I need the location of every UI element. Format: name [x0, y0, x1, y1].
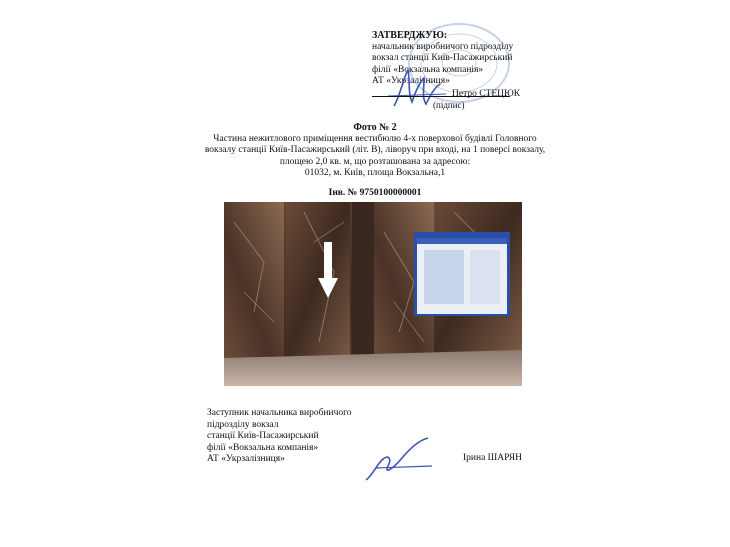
description-line: 01032, м. Київ, площа Вокзальна,1	[304, 168, 446, 178]
signer-signature	[362, 436, 436, 486]
signoff-block	[207, 408, 352, 466]
vestibule-photo	[224, 202, 522, 386]
signoff-line: АТ «Укрзалізниця»	[207, 454, 285, 464]
photo-illustration	[224, 202, 522, 386]
approval-heading: ЗАТВЕРДЖУЮ:	[372, 30, 448, 41]
approval-line: АТ «Укрзалізниця»	[372, 76, 450, 86]
approver-name: Петро СТЕЦЮК	[452, 89, 521, 99]
description-line: вокзалу станції Київ-Пасажирський (літ. В), ліворуч при вході, на 1 поверсі вокзалу,	[204, 145, 546, 155]
approval-line: філії «Вокзальна компанія»	[372, 64, 484, 75]
approval-line: начальник виробничого підрозділу	[372, 41, 514, 52]
description-line: площею 2,0 кв. м, що розташована за адресою:	[279, 156, 471, 167]
description-line: Частина нежитлового приміщення вестибюлю 4-х поверхової будівлі Головного	[213, 133, 537, 144]
approval-line: вокзал станції Київ-Пасажирський	[372, 53, 513, 63]
signoff-line: підрозділу вокзал	[207, 419, 279, 430]
signer-name: Ірина ШАРЯН	[463, 453, 522, 463]
photo-heading: Фото № 2	[353, 122, 397, 133]
photo-description	[190, 122, 560, 199]
signoff-line: філії «Вокзальна компанія»	[207, 442, 319, 453]
signature-caption: (підпис)	[433, 100, 465, 110]
inventory-number: Інв. № 9750100000001	[328, 187, 422, 198]
signoff-line: станції Київ-Пасажирський	[207, 431, 319, 441]
signoff-line: Заступник начальника виробничого	[207, 408, 352, 418]
